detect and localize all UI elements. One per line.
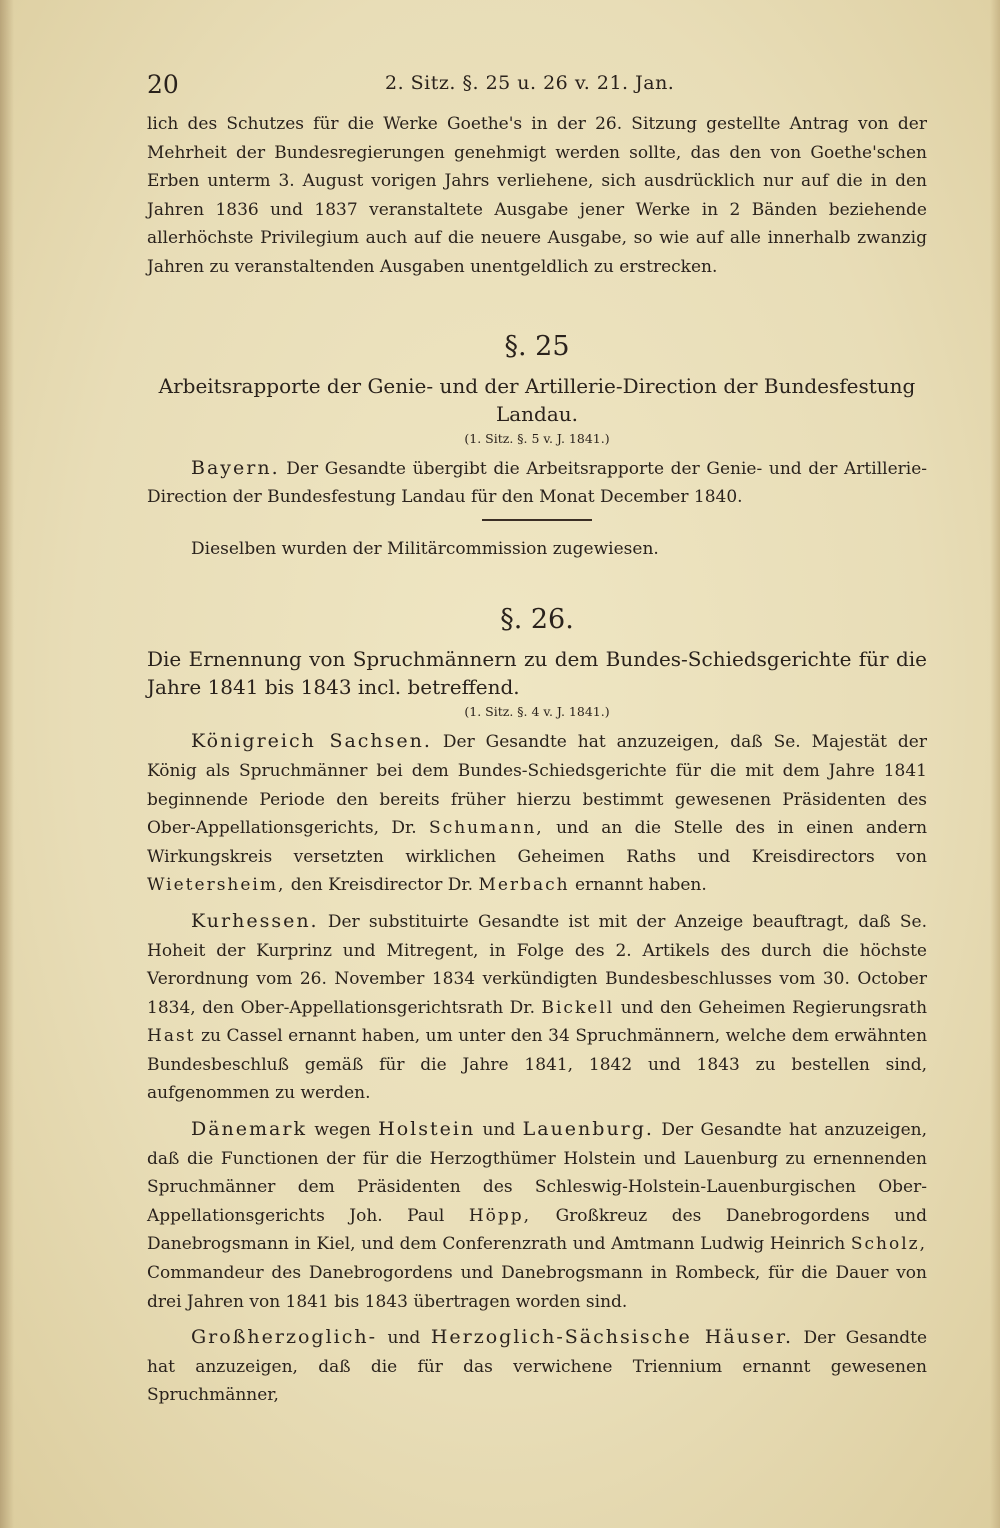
country-herzoglich-saechsisch: Herzoglich-Sächsische Häuser. bbox=[430, 1326, 793, 1349]
person-name: Bickell bbox=[541, 997, 615, 1018]
paragraph-text: zu Cassel ernannt haben, um unter den 34 Spruchmännern, welche dem erwähnten Bundesbeschluß gemäß für die Jahre 1841, 1842 und 1843 zu bestellen sind, aufgenommen zu werden. bbox=[147, 1026, 928, 1104]
person-name: Wietersheim, bbox=[147, 875, 286, 896]
paragraph-text: Großkreuz des Danebrogordens und Danebrogsmann in Kiel, und dem Conferenzrath und Amtmann Ludwig Heinrich bbox=[147, 1205, 928, 1255]
person-name: Höpp, bbox=[468, 1205, 532, 1226]
section-25-heading: §. 25 bbox=[504, 330, 570, 362]
paragraph-text: wegen bbox=[314, 1120, 371, 1141]
page-edge-left bbox=[0, 0, 14, 1528]
country-bayern: Bayern. bbox=[191, 456, 280, 479]
running-title: 2. Sitz. §. 25 u. 26 v. 21. Jan. bbox=[385, 72, 675, 94]
section-25-resolution: Dieselben wurden der Militärcommission zugewiesen. bbox=[191, 538, 659, 559]
country-lauenburg: Lauenburg. bbox=[522, 1118, 654, 1141]
paragraph-text: ernannt haben. bbox=[574, 875, 707, 896]
paragraph-kurhessen bbox=[147, 907, 927, 1108]
person-name: Hast bbox=[147, 1026, 196, 1047]
paragraph-text: Commandeur des Danebrogordens und Danebrogsmann in Rombeck, für die Dauer von drei Jahren von 1841 bis 1843 übertragen worden sind. bbox=[147, 1263, 927, 1312]
paragraph-text: und bbox=[482, 1120, 516, 1141]
person-name: Merbach bbox=[478, 875, 570, 896]
divider-rule bbox=[482, 519, 592, 521]
section-25-text: Der Gesandte übergibt die Arbeitsrapporte der Genie- und der Artillerie-Direction der Bundesfestung Landau für den Monat December 1840. bbox=[147, 458, 927, 508]
page-edge-right bbox=[990, 0, 1000, 1528]
country-kurhessen: Kurhessen. bbox=[191, 909, 319, 932]
section-25-paragraph bbox=[147, 454, 927, 512]
country-daenemark: Dänemark bbox=[191, 1118, 307, 1141]
section-26-heading: §. 26. bbox=[500, 604, 574, 636]
paragraph-daenemark bbox=[147, 1115, 927, 1316]
person-name: Schumann, bbox=[429, 818, 544, 839]
paragraph-text: und an die Stelle des in einen andern Wirkungskreis versetzten wirklichen Geheimen Raths und Kreisdirectors von bbox=[147, 818, 928, 867]
page-number: 20 bbox=[147, 70, 179, 99]
person-name: Scholz, bbox=[850, 1234, 927, 1255]
paragraph-text: Der Gesandte hat anzuzeigen, daß die Functionen der für die Herzogthümer Holstein und Lauenburg zu ernennenden Spruchmänner dem Präsidenten des Schleswig-Holstein-Lauenburgischen Ober-Appellationsgerichts Joh. Paul bbox=[147, 1120, 927, 1226]
country-grossherzoglich: Großherzoglich- bbox=[191, 1326, 378, 1349]
paragraph-sachsen bbox=[147, 727, 927, 900]
page-header bbox=[147, 70, 927, 110]
country-holstein: Holstein bbox=[378, 1118, 476, 1141]
paragraph-text: und bbox=[387, 1328, 421, 1349]
page-content bbox=[147, 70, 927, 1410]
paragraph-text: Der substituirte Gesandte ist mit der Anzeige beauftragt, daß Se. Hoheit der Kurprinz und Mitregent, in Folge des 2. Artikels des durch die höchste Verordnung vom 26. November 1834 verkündigten Bundesbeschlusses vom 30. October 1834, den Ober-Appellationsgerichtsrath Dr. bbox=[147, 911, 927, 1018]
paragraph-text: den Kreisdirector Dr. bbox=[290, 875, 474, 896]
country-sachsen: Königreich Sachsen. bbox=[191, 730, 432, 753]
section-25-reference: (1. Sitz. §. 5 v. J. 1841.) bbox=[464, 430, 610, 446]
section-26-title: Die Ernennung von Spruchmännern zu dem Bundes-Schiedsgerichte für die Jahre 1841 bis 1843 incl. betreffend. bbox=[147, 647, 927, 700]
intro-paragraph: lich des Schutzes für die Werke Goethe's in der 26. Sitzung gestellte Antrag von der Mehrheit der Bundesregierungen genehmigt werden sollte, das den von Goethe'schen Erben unterm 3. August vorigen Jahrs verliehene, sich ausdrücklich nur auf die in den Jahren 1836 und 1837 veranstaltete Ausgabe jener Werke in 2 Bänden beziehende allerhöchste Privilegium auch auf die neuere Ausgabe, so wie auf alle innerhalb zwanzig Jahren zu veranstaltenden Ausgaben unentgeldlich zu erstrecken. bbox=[147, 114, 927, 277]
section-25-title: Arbeitsrapporte der Genie- und der Artillerie-Direction der Bundesfestung Landau. bbox=[158, 373, 916, 426]
paragraph-text: und den Geheimen Regierungsrath bbox=[620, 997, 928, 1018]
section-26-reference: (1. Sitz. §. 4 v. J. 1841.) bbox=[464, 704, 610, 720]
paragraph-text: Der Gesandte hat anzuzeigen, daß Se. Majestät der König als Spruchmänner bei dem Bundes-Schiedsgerichte für die mit dem Jahre 1841 beginnende Periode den bereits früher hierzu bestimmt gewesenen Präsidenten des Ober-Appellationsgerichts, Dr. bbox=[147, 732, 927, 839]
paragraph-saechsische-haeuser bbox=[147, 1323, 927, 1410]
paragraph-text: Der Gesandte hat anzuzeigen, daß die für das verwichene Triennium ernannt gewesenen Spruchmänner, bbox=[147, 1328, 928, 1406]
